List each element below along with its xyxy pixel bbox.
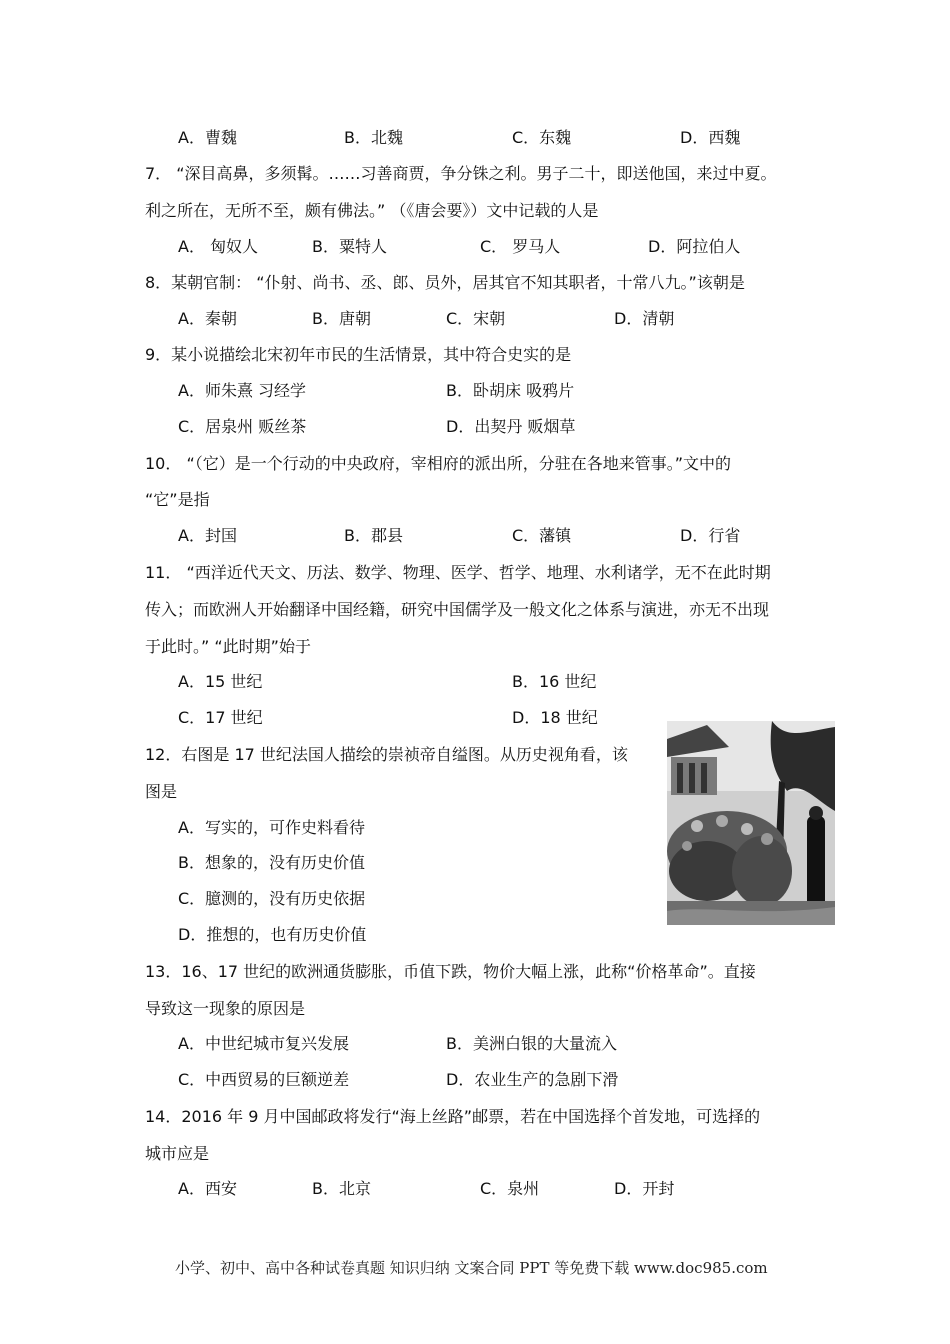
- q11-option-b: B．16 世纪: [512, 672, 597, 691]
- q7-stem-line2: 利之所在，无所不至，颇有佛法。” （《唐会要》）文中记载的人是: [145, 201, 599, 220]
- q12-option-a: A．写实的，可作史料看待: [178, 818, 365, 837]
- q8-option-d: D．清朝: [614, 309, 675, 328]
- q12-option-d: D．推想的，也有历史价值: [178, 925, 367, 944]
- q11-stem-line3: 于此时。” “此时期”始于: [145, 637, 311, 656]
- q14-option-a: A．西安: [178, 1179, 237, 1198]
- q10-stem-line1: 10． “（它）是一个行动的中央政府，宰相府的派出所，分驻在各地来管事。”文中的: [145, 454, 732, 473]
- chongzhen-engraving-image: [667, 721, 835, 925]
- q10-option-d: D．行省: [680, 526, 741, 545]
- q6-option-a: A．曹魏: [178, 128, 237, 147]
- page-footer: 小学、初中、高中各种试卷真题 知识归纳 文案合同 PPT 等免费下载 www.doc985.com: [175, 1259, 768, 1277]
- q7-stem-line1: 7． “深目高鼻，多须髯。……习善商贾，争分铢之利。男子二十，即送他国，来过中夏。: [145, 164, 777, 183]
- q11-stem-line2: 传入；而欧洲人开始翻译中国经籍，研究中国儒学及一般文化之体系与演进，亦无不出现: [145, 600, 770, 619]
- q13-stem-line1: 13．16、17 世纪的欧洲通货膨胀，币值下跌，物价大幅上涨，此称“价格革命”。直接: [145, 962, 756, 981]
- q10-stem-line2: “它”是指: [145, 490, 210, 509]
- q10-option-c: C．藩镇: [512, 526, 572, 545]
- q6-option-b: B．北魏: [344, 128, 403, 147]
- q7-option-a: A． 匈奴人: [178, 237, 259, 256]
- q14-stem-line2: 城市应是: [145, 1144, 210, 1163]
- q9-stem-line1: 9．某小说描绘北宋初年市民的生活情景，其中符合史实的是: [145, 345, 572, 364]
- q12-stem-line1: 12．右图是 17 世纪法国人描绘的崇祯帝自缢图。从历史视角看，该: [145, 745, 628, 764]
- q7-option-b: B．粟特人: [312, 237, 387, 256]
- q13-option-d: D．农业生产的急剧下滑: [446, 1070, 619, 1089]
- q8-stem-line1: 8．某朝官制： “仆射、尚书、丞、郎、员外，居其官不知其职者，十常八九。”该朝是: [145, 273, 745, 292]
- q11-stem-line1: 11． “西洋近代天文、历法、数学、物理、医学、哲学、地理、水利诸学，无不在此时期: [145, 563, 771, 582]
- q14-option-b: B．北京: [312, 1179, 371, 1198]
- q8-option-c: C．宋朝: [446, 309, 506, 328]
- q9-option-c: C．居泉州 贩丝茶: [178, 417, 307, 436]
- q7-option-d: D．阿拉伯人: [648, 237, 741, 256]
- q10-option-a: A．封国: [178, 526, 237, 545]
- q11-option-c: C．17 世纪: [178, 708, 263, 727]
- q12-option-b: B．想象的，没有历史价值: [178, 853, 365, 872]
- q6-option-d: D．西魏: [680, 128, 741, 147]
- q13-option-b: B．美洲白银的大量流入: [446, 1034, 617, 1053]
- q14-option-d: D．开封: [614, 1179, 675, 1198]
- q11-option-d: D．18 世纪: [512, 708, 598, 727]
- q10-option-b: B．郡县: [344, 526, 403, 545]
- q9-option-d: D．出契丹 贩烟草: [446, 417, 576, 436]
- q7-option-c: C． 罗马人: [480, 237, 561, 256]
- q14-option-c: C．泉州: [480, 1179, 540, 1198]
- q14-stem-line1: 14．2016 年 9 月中国邮政将发行“海上丝路”邮票，若在中国选择个首发地，可选择的: [145, 1107, 761, 1126]
- q6-option-c: C．东魏: [512, 128, 572, 147]
- q13-stem-line2: 导致这一现象的原因是: [145, 999, 306, 1018]
- q13-option-c: C．中西贸易的巨额逆差: [178, 1070, 350, 1089]
- q13-option-a: A．中世纪城市复兴发展: [178, 1034, 349, 1053]
- q9-option-b: B．卧胡床 吸鸦片: [446, 381, 575, 400]
- q12-option-c: C．臆测的，没有历史依据: [178, 889, 366, 908]
- q12-stem-line2: 图是: [145, 782, 178, 801]
- q9-option-a: A．师朱熹 习经学: [178, 381, 307, 400]
- q8-option-a: A．秦朝: [178, 309, 237, 328]
- q11-option-a: A．15 世纪: [178, 672, 263, 691]
- q8-option-b: B．唐朝: [312, 309, 371, 328]
